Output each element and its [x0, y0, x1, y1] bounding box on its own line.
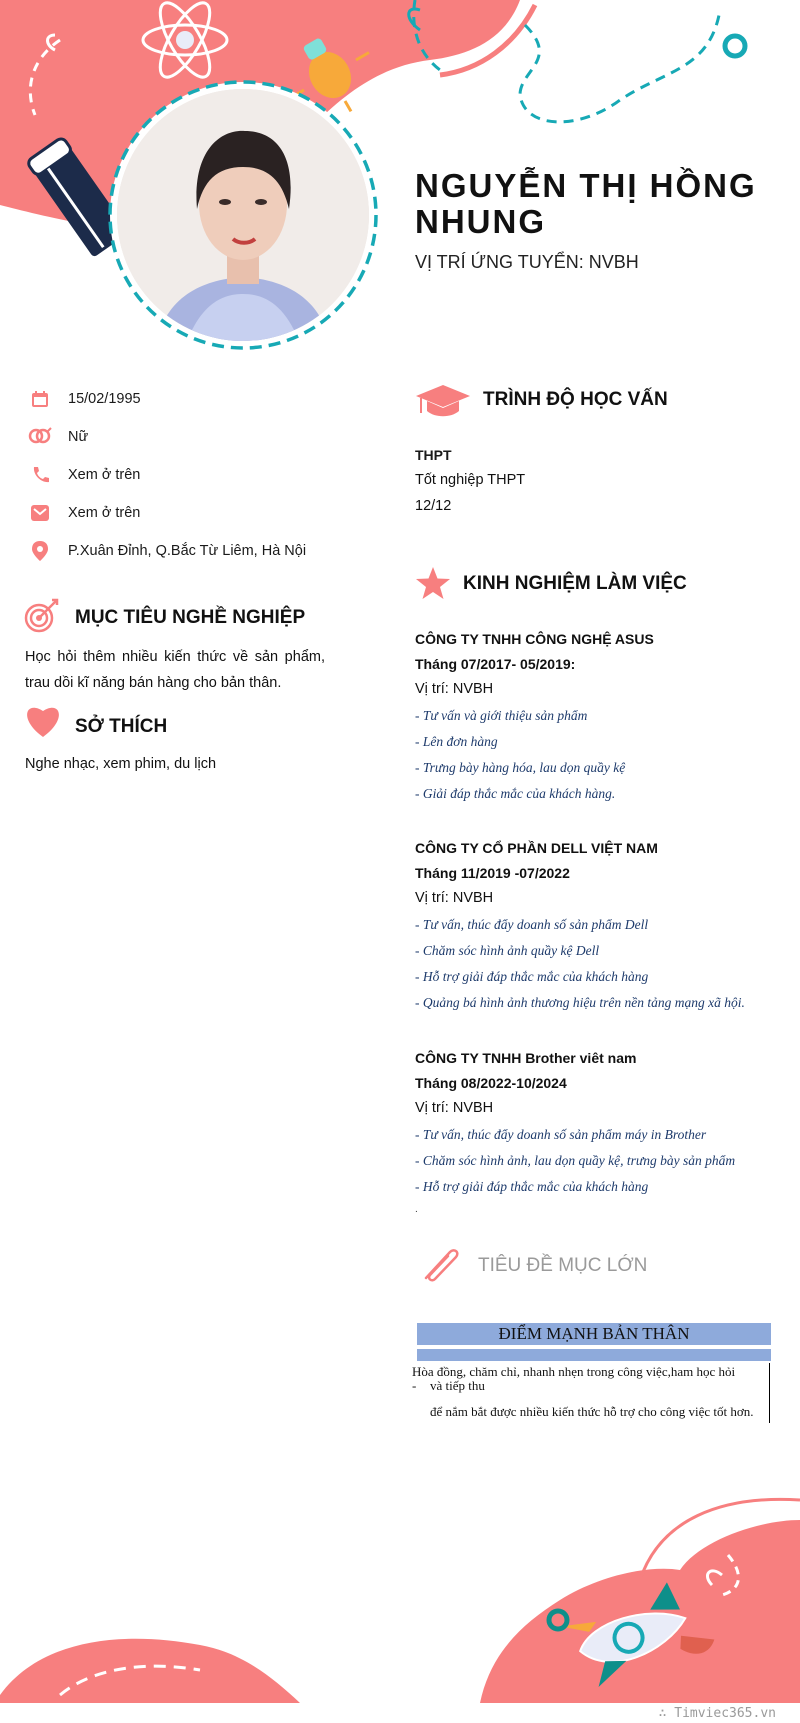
location-icon [28, 539, 52, 563]
contact-email [28, 501, 358, 525]
candidate-name: NGUYỄN THỊ HỒNG NHUNG [415, 167, 757, 240]
education-school: THPT [415, 447, 452, 463]
contact-gender [28, 425, 358, 449]
trailing-dot: . [415, 1204, 418, 1215]
hobbies-text: Nghe nhạc, xem phim, du lịch [25, 756, 217, 772]
footer-decoration [0, 1480, 800, 1723]
job-3-role: Vị trí: NVBH [415, 1100, 494, 1116]
education-grade: 12/12 [415, 498, 452, 514]
gender-icon [28, 425, 52, 449]
strengths-title: ĐIỂM MẠNH BẢN THÂN [417, 1323, 771, 1345]
email-value: Xem ở trên [68, 505, 141, 521]
calendar-icon [28, 387, 52, 411]
contact-phone [28, 463, 358, 487]
heart-icon [24, 704, 62, 738]
objective-line-2: trau dồi kĩ năng bán hàng cho bản thân. [25, 675, 282, 691]
profile-photo [117, 89, 369, 341]
gender-value: Nữ [68, 429, 89, 445]
contact-address [28, 539, 358, 563]
objective-line-1: Học hỏi thêm nhiều kiến thức về sản phẩm, [25, 649, 325, 665]
job-2-company: CÔNG TY CỔ PHẦN DELL VIỆT NAM [415, 840, 658, 856]
objective-title: MỤC TIÊU NGHỀ NGHIỆP [75, 607, 306, 628]
applied-position: VỊ TRÍ ỨNG TUYỂN: NVBH [415, 252, 639, 272]
job-3-company: CÔNG TY TNHH Brother viêt nam [415, 1050, 637, 1066]
job-2-duty-1: - Tư vấn, thúc đẩy doanh số sản phẩm Dell [415, 917, 649, 932]
job-1-duty-2: - Lên đơn hàng [415, 734, 498, 749]
job-1-duty-1: - Tư vấn và giới thiệu sản phẩm [415, 708, 588, 723]
target-icon [24, 597, 60, 633]
email-icon [28, 501, 52, 525]
job-1-company: CÔNG TY TNHH CÔNG NGHỆ ASUS [415, 631, 654, 647]
job-2-role: Vị trí: NVBH [415, 890, 494, 906]
education-title: TRÌNH ĐỘ HỌC VẤN [483, 389, 668, 410]
job-2-duty-2: - Chăm sóc hình ảnh quầy kệ Dell [415, 943, 600, 958]
strengths-bullet: - [412, 1378, 417, 1393]
star-icon [415, 566, 451, 600]
birthday-value: 15/02/1995 [68, 391, 141, 407]
job-2-period: Tháng 11/2019 -07/2022 [415, 865, 570, 881]
job-3-period: Tháng 08/2022-10/2024 [415, 1075, 567, 1091]
job-1-period: Tháng 07/2017- 05/2019: [415, 656, 576, 672]
watermark: ∴ Timviec365.vn [658, 1706, 776, 1721]
strengths-line-2: và tiếp thu [430, 1378, 485, 1393]
job-1-duty-3: - Trưng bày hàng hóa, lau dọn quầy kệ [415, 760, 626, 775]
job-3-duty-1: - Tư vấn, thúc đẩy doanh số sản phẩm máy in Brother [415, 1127, 707, 1142]
job-1-duty-4: - Giải đáp thắc mắc của khách hàng. [415, 786, 616, 801]
job-2-duty-4: - Quảng bá hình ảnh thương hiệu trên nền tảng mạng xã hội. [415, 995, 745, 1010]
paperclip-icon [418, 1244, 462, 1284]
phone-value: Xem ở trên [68, 467, 141, 483]
strengths-title-underbar [417, 1349, 771, 1361]
strengths-line-3: để nắm bắt được nhiều kiến thức hỗ trợ cho công việc tốt hơn. [430, 1404, 754, 1419]
experience-title: KINH NGHIỆM LÀM VIỆC [463, 573, 687, 594]
job-3-duty-3: - Hỗ trợ giải đáp thắc mắc của khách hàng [415, 1179, 649, 1194]
strengths-line-1: Hòa đồng, chăm chỉ, nhanh nhẹn trong công việc,ham học hỏi [412, 1364, 736, 1379]
address-value: P.Xuân Đỉnh, Q.Bắc Từ Liêm, Hà Nội [68, 543, 307, 559]
phone-icon [28, 463, 52, 487]
graduation-cap-icon [415, 383, 471, 419]
contact-birthday [28, 387, 358, 411]
education-detail: Tốt nghiệp THPT [415, 472, 526, 488]
job-3-duty-2: - Chăm sóc hình ảnh, lau dọn quầy kệ, trưng bày sản phẩm [415, 1153, 736, 1168]
placeholder-section-title: TIÊU ĐỀ MỤC LỚN [478, 1255, 648, 1276]
hobbies-title: SỞ THÍCH [75, 716, 168, 737]
strengths-border-line [769, 1363, 770, 1423]
job-1-role: Vị trí: NVBH [415, 681, 494, 697]
job-2-duty-3: - Hỗ trợ giải đáp thắc mắc của khách hàng [415, 969, 649, 984]
